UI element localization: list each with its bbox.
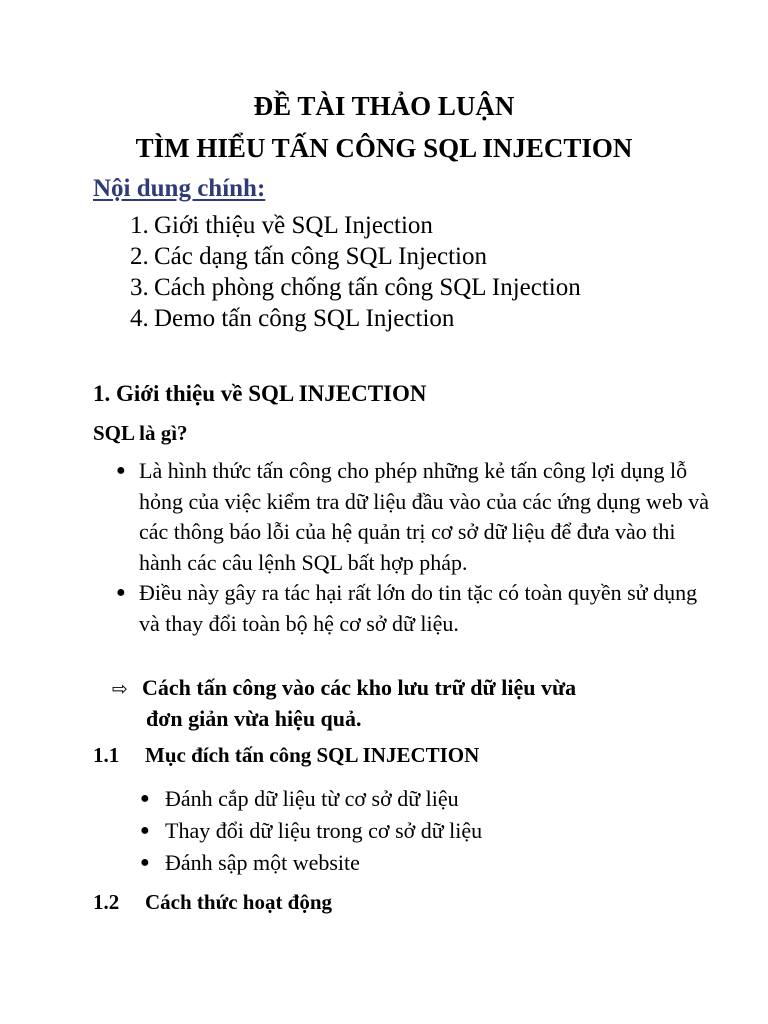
contents-item: [130, 210, 581, 241]
bullet-icon: ●: [140, 854, 150, 871]
contents-item-number: 1.: [130, 212, 149, 239]
contents-item-text: Giới thiệu về SQL Injection: [154, 212, 433, 239]
list-item-text: Thay đổi dữ liệu trong cơ sở dữ liệu: [165, 818, 483, 843]
bullet-icon: ●: [140, 790, 150, 807]
list-item: [138, 815, 482, 847]
list-item: [112, 456, 712, 578]
contents-item-text: Các dạng tấn công SQL Injection: [154, 243, 488, 270]
section-1-bullet-list: [112, 456, 712, 639]
contents-item-text: Demo tấn công SQL Injection: [154, 305, 455, 332]
list-item-text: Điều này gây ra tác hại rất lớn do tin tặc có toàn quyền sử dụng và thay đổi toàn bộ hệ cơ sở dữ liệu.: [139, 580, 698, 636]
contents-item-number: 4.: [130, 305, 149, 332]
list-item-text: Đánh sập một website: [165, 850, 360, 875]
bullet-icon: ●: [116, 462, 126, 479]
title-line-2: TÌM HIỂU TẤN CÔNG SQL INJECTION: [135, 133, 633, 163]
contents-item: [130, 303, 581, 334]
contents-item-number: 3.: [130, 274, 149, 301]
list-item: [138, 847, 482, 879]
section-1-conclusion: [112, 673, 712, 734]
contents-item: [130, 241, 581, 272]
section-number: 1.1: [93, 743, 120, 767]
list-item: [138, 783, 482, 815]
list-item-text: Đánh cắp dữ liệu từ cơ sở dữ liệu: [165, 786, 459, 811]
contents-list: [130, 210, 581, 334]
section-1-1-bullet-list: [138, 783, 482, 879]
list-item: [112, 578, 712, 639]
section-1-2-heading: [93, 887, 332, 917]
contents-item: [130, 272, 581, 303]
conclusion-line-2: đơn giản vừa hiệu quả.: [146, 706, 362, 731]
list-item-text: Là hình thức tấn công cho phép những kẻ tấn công lợi dụng lỗ hỏng của việc kiểm tra dữ liệu đầu vào của các ứng dụng web và các thông báo lỗi của hệ quản trị cơ sở dữ liệu để đưa vào thi hành các câu lệnh SQL bất hợp pháp.: [139, 458, 709, 575]
contents-heading: Nội dung chính:: [93, 175, 266, 202]
section-1-heading: 1. Giới thiệu về SQL INJECTION: [93, 381, 427, 406]
bullet-icon: ●: [140, 822, 150, 839]
section-1-1-heading: [93, 740, 479, 770]
contents-item-number: 2.: [130, 243, 149, 270]
section-title: Mục đích tấn công SQL INJECTION: [145, 743, 480, 767]
section-1-subheading: SQL là gì?: [93, 421, 188, 445]
section-number: 1.2: [93, 890, 120, 914]
contents-item-text: Cách phòng chống tấn công SQL Injection: [154, 274, 581, 301]
conclusion-line-1: Cách tấn công vào các kho lưu trữ dữ liệu vừa: [142, 675, 577, 700]
bullet-icon: ●: [116, 584, 126, 601]
section-title: Cách thức hoạt động: [145, 890, 333, 914]
title-line-1: ĐỀ TÀI THẢO LUẬN: [253, 91, 515, 121]
arrow-right-icon: ⇨: [112, 678, 128, 700]
